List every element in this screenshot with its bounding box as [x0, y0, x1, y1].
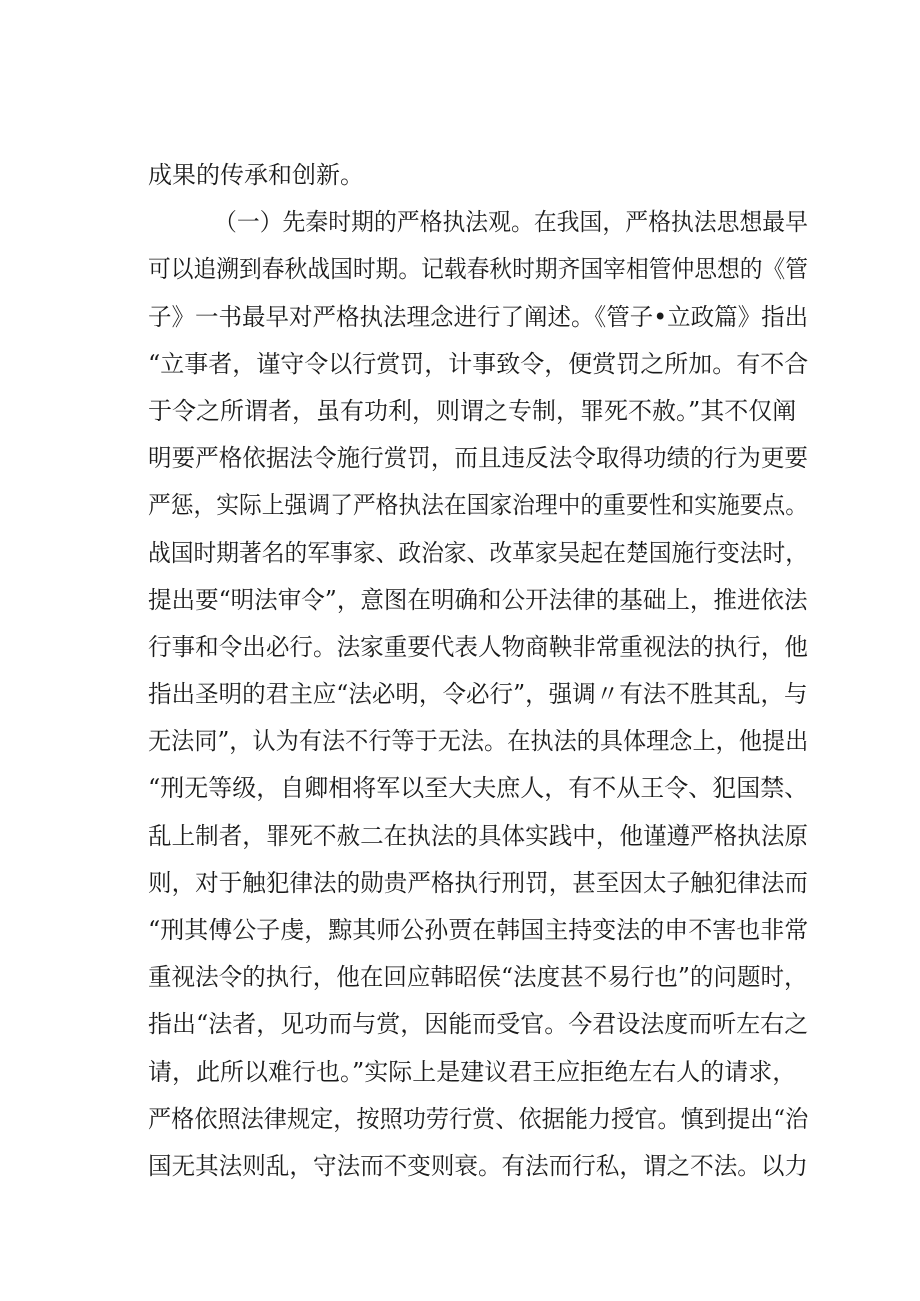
- body-text: [148, 152, 808, 1190]
- text-line: 严惩，实际上强调了严格执法在国家治理中的重要性和实施要点。: [148, 491, 809, 520]
- text-line: 重视法令的执行，他在回应韩昭侯“法度甚不易行也”的问题时，: [148, 963, 808, 992]
- text-line: “刑无等级，自卿相将军以至大夫庶人，有不从王令、犯国禁、: [148, 774, 809, 803]
- text-line: “刑其傅公子虔，黥其师公孙贾在韩国主持变法的申不害也非常: [148, 916, 809, 944]
- text-line: 于令之所谓者，虽有功利，则谓之专制，罪死不赦。”其不仅阐: [148, 396, 797, 425]
- text-line: 则，对于触犯律法的勋贵严格执行刑罚，甚至因太子触犯律法而: [148, 868, 808, 897]
- text-line: 可以追溯到春秋战国时期。记载春秋时期齐国宰相管仲思想的《管: [148, 255, 809, 284]
- text-line: 指出“法者，见功而与赏，因能而受官。今君设法度而听左右之: [148, 1010, 809, 1039]
- text-line: “立事者，谨守令以行赏罚，计事致令，便赏罚之所加。有不合: [148, 349, 809, 378]
- text-line: 指出圣明的君主应“法必明，令必行”，强调〃有法不胜其乱，与: [148, 680, 808, 709]
- paragraph-start-line: （一）先秦时期的严格执法观。在我国，严格执法思想最早: [214, 208, 808, 237]
- text-line: 乱上制者，罪死不赦二在执法的具体实践中，他谨遵严格执法原: [148, 821, 808, 850]
- text-line: 无法同”，认为有法不行等于无法。在执法的具体理念上，他提出: [148, 727, 809, 756]
- text-line: 成果的传承和创新。: [148, 161, 364, 189]
- text-line: 严格依照法律规定，按照功劳行赏、依据能力授官。慎到提出“治: [148, 1104, 809, 1133]
- text-line: 战国时期著名的军事家、政治家、改革家吴起在楚国施行变法时，: [148, 538, 809, 567]
- text-line: 请，此所以难行也。”实际上是建议君王应拒绝左右人的请求，: [148, 1057, 797, 1086]
- text-line: 子》一书最早对严格执法理念进行了阐述。《管子•立政篇》指出: [148, 302, 809, 331]
- text-line: 提出要“明法审令”，意图在明确和公开法律的基础上，推进依法: [148, 585, 808, 614]
- text-line: 明要严格依据法令施行赏罚，而且违反法令取得功绩的行为更要: [148, 444, 808, 473]
- text-line: 国无其法则乱，守法而不变则衰。有法而行私，谓之不法。以力: [148, 1151, 808, 1180]
- text-line: 行事和令出必行。法家重要代表人物商鞅非常重视法的执行，他: [148, 632, 808, 661]
